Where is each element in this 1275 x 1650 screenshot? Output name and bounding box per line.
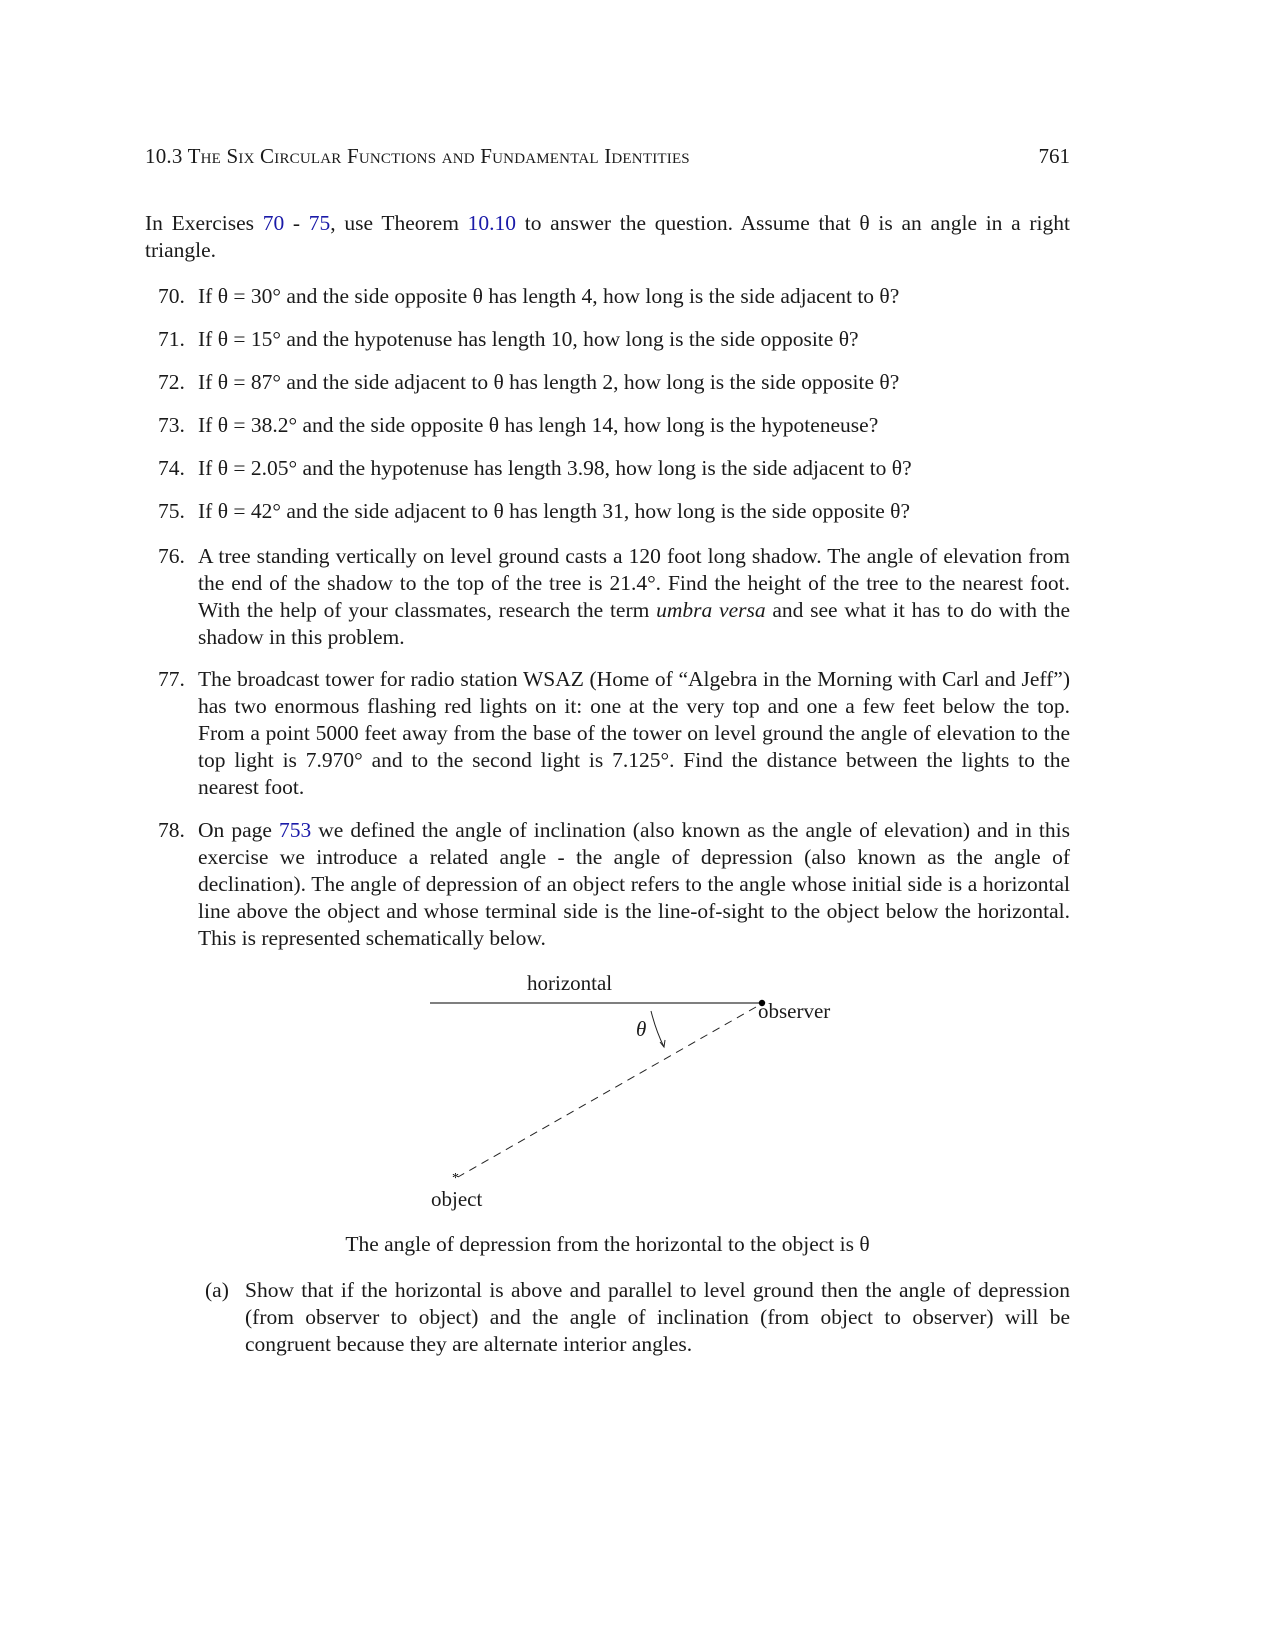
exercise-number: 74. bbox=[158, 456, 185, 480]
angle-of-depression-diagram bbox=[420, 965, 860, 1225]
figure-caption: The angle of depression from the horizontal to the object is θ bbox=[345, 1232, 870, 1256]
running-header bbox=[145, 144, 1070, 169]
exercise-text: A tree standing vertically on level ground casts a 120 foot long shadow. The angle of elevation from the end of the shadow to the top of the tree is 21.4°. Find the height of the tree to the nearest foot. With the help of your classmates, research the term umbra versa and see what it has to do with the shadow in this problem. bbox=[198, 544, 1070, 649]
exercise-item bbox=[158, 455, 1070, 482]
label-theta: θ bbox=[636, 1017, 647, 1041]
exercise-number: 71. bbox=[158, 327, 185, 351]
exercise-text: The broadcast tower for radio station WSAZ (Home of “Algebra in the Morning with Carl and Jeff”) has two enormous flashing red lights on it: one at the very top and one a few feet below the top. From a point 5000 feet away from the base of the tower on level ground the angle of elevation to the top light is 7.970° and to the second light is 7.125°. Find the distance between the lights to the nearest foot. bbox=[198, 667, 1070, 799]
exercise-text: If θ = 87° and the side adjacent to θ has length 2, how long is the side opposite θ? bbox=[198, 370, 900, 394]
angle-arc bbox=[651, 1011, 664, 1047]
exercise-number: 72. bbox=[158, 370, 185, 394]
exercise-number: 70. bbox=[158, 284, 185, 308]
exercise-text: If θ = 30° and the side opposite θ has length 4, how long is the side adjacent to θ? bbox=[198, 284, 900, 308]
exercise-text: If θ = 2.05° and the hypotenuse has length 3.98, how long is the side adjacent to θ? bbox=[198, 456, 912, 480]
section-title: 10.3 The Six Circular Functions and Fundamental Identities bbox=[145, 144, 690, 168]
label-horizontal: horizontal bbox=[527, 971, 613, 995]
exercise-number: 76. bbox=[158, 544, 185, 568]
exercise-item bbox=[158, 498, 1070, 525]
exercise-item-78 bbox=[158, 817, 1070, 952]
exercise-number: 75. bbox=[158, 499, 185, 523]
line-of-sight bbox=[458, 1007, 756, 1177]
exercise-text: If θ = 15° and the hypotenuse has length 10, how long is the side opposite θ? bbox=[198, 327, 859, 351]
page-link[interactable]: 753 bbox=[278, 818, 312, 842]
exercise-item bbox=[158, 283, 1070, 310]
exercise-item-77 bbox=[158, 666, 1070, 801]
exercise-instructions: In Exercises 70 - 75, use Theorem 10.10 to answer the question. Assume that θ is an angle in a right triangle. bbox=[145, 211, 1070, 262]
exercise-text: On page 753 we defined the angle of inclination (also known as the angle of elevation) and in this exercise we introduce a related angle - the angle of depression (also known as the angle of declination). The angle of depression of an object refers to the angle whose initial side is a horizontal line above the object and whose terminal side is the line-of-sight to the object below the horizontal. This is represented schematically below. bbox=[198, 818, 1070, 950]
exercise-item bbox=[158, 412, 1070, 439]
theorem-link[interactable]: 10.10 bbox=[467, 211, 517, 235]
part-a bbox=[205, 1277, 1070, 1358]
page-number: 761 bbox=[1038, 144, 1070, 168]
italic-term: umbra versa bbox=[656, 598, 766, 622]
exercise-item bbox=[158, 369, 1070, 396]
part-text: Show that if the horizontal is above and parallel to level ground then the angle of depression (from observer to object) and the angle of inclination (from object to observer) will be congruent because they are alternate interior angles. bbox=[245, 1278, 1070, 1356]
exercise-number: 73. bbox=[158, 413, 185, 437]
object-star-icon: * bbox=[452, 1171, 459, 1186]
exercise-item-76 bbox=[158, 543, 1070, 651]
label-observer: observer bbox=[758, 999, 831, 1023]
exercise-number: 78. bbox=[158, 818, 185, 842]
exercise-link-end[interactable]: 75 bbox=[308, 211, 331, 235]
part-label: (a) bbox=[205, 1278, 229, 1302]
exercise-text: If θ = 42° and the side adjacent to θ has length 31, how long is the side opposite θ? bbox=[198, 499, 911, 523]
exercise-number: 77. bbox=[158, 667, 185, 691]
exercise-link-start[interactable]: 70 bbox=[262, 211, 285, 235]
exercise-item bbox=[158, 326, 1070, 353]
label-object: object bbox=[431, 1187, 483, 1211]
exercise-text: If θ = 38.2° and the side opposite θ has lengh 14, how long is the hypoteneuse? bbox=[198, 413, 879, 437]
